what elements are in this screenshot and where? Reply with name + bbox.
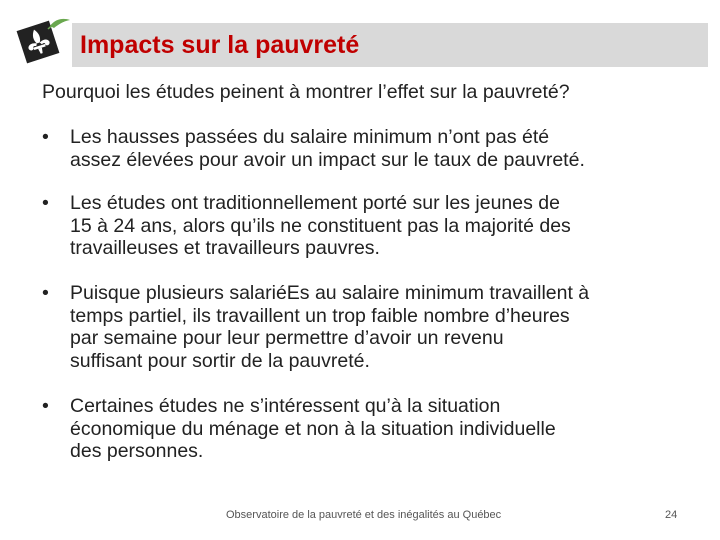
bullet-line: Les hausses passées du salaire minimum n’ont pas été <box>70 126 550 148</box>
bullet-line: temps partiel, ils travaillent un trop faible nombre d’heures <box>70 304 570 327</box>
bullet-text <box>70 395 710 463</box>
bullet-icon: • <box>42 282 49 304</box>
bullet-line: Les études ont traditionnellement porté sur les jeunes de <box>70 192 560 214</box>
page-title: Impacts sur la pauvreté <box>80 31 360 59</box>
bullet-line: des personnes. <box>70 440 204 462</box>
bullet-line: Puisque plusieurs salariéEs au salaire minimum travaillent à <box>70 282 590 304</box>
bullet-text <box>70 282 710 372</box>
slide-subtitle: Pourquoi les études peinent à montrer l’effet sur la pauvreté? <box>42 81 570 103</box>
bullet-line: suffisant pour sortir de la pauvreté. <box>70 349 370 372</box>
footer-text: Observatoire de la pauvreté et des inégalités au Québec <box>226 509 502 521</box>
bullet-icon: • <box>42 395 49 417</box>
fleur-de-lis-icon <box>12 14 74 68</box>
bullet-line: par semaine pour leur permettre d’avoir un revenu <box>70 327 504 349</box>
page-number: 24 <box>665 509 678 521</box>
bullet-text <box>70 192 710 260</box>
bullet-icon: • <box>42 126 49 148</box>
bullet-line: travailleuses et travailleurs pauvres. <box>70 237 380 259</box>
bullet-line: assez élevées pour avoir un impact sur le taux de pauvreté. <box>70 148 585 171</box>
bullet-text <box>70 126 710 171</box>
bullet-line: économique du ménage et non à la situation individuelle <box>70 417 556 440</box>
bullet-icon: • <box>42 192 49 214</box>
logo <box>12 14 74 68</box>
bullet-line: 15 à 24 ans, alors qu’ils ne constituent pas la majorité des <box>70 214 571 237</box>
bullet-line: Certaines études ne s’intéressent qu’à la situation <box>70 395 501 417</box>
